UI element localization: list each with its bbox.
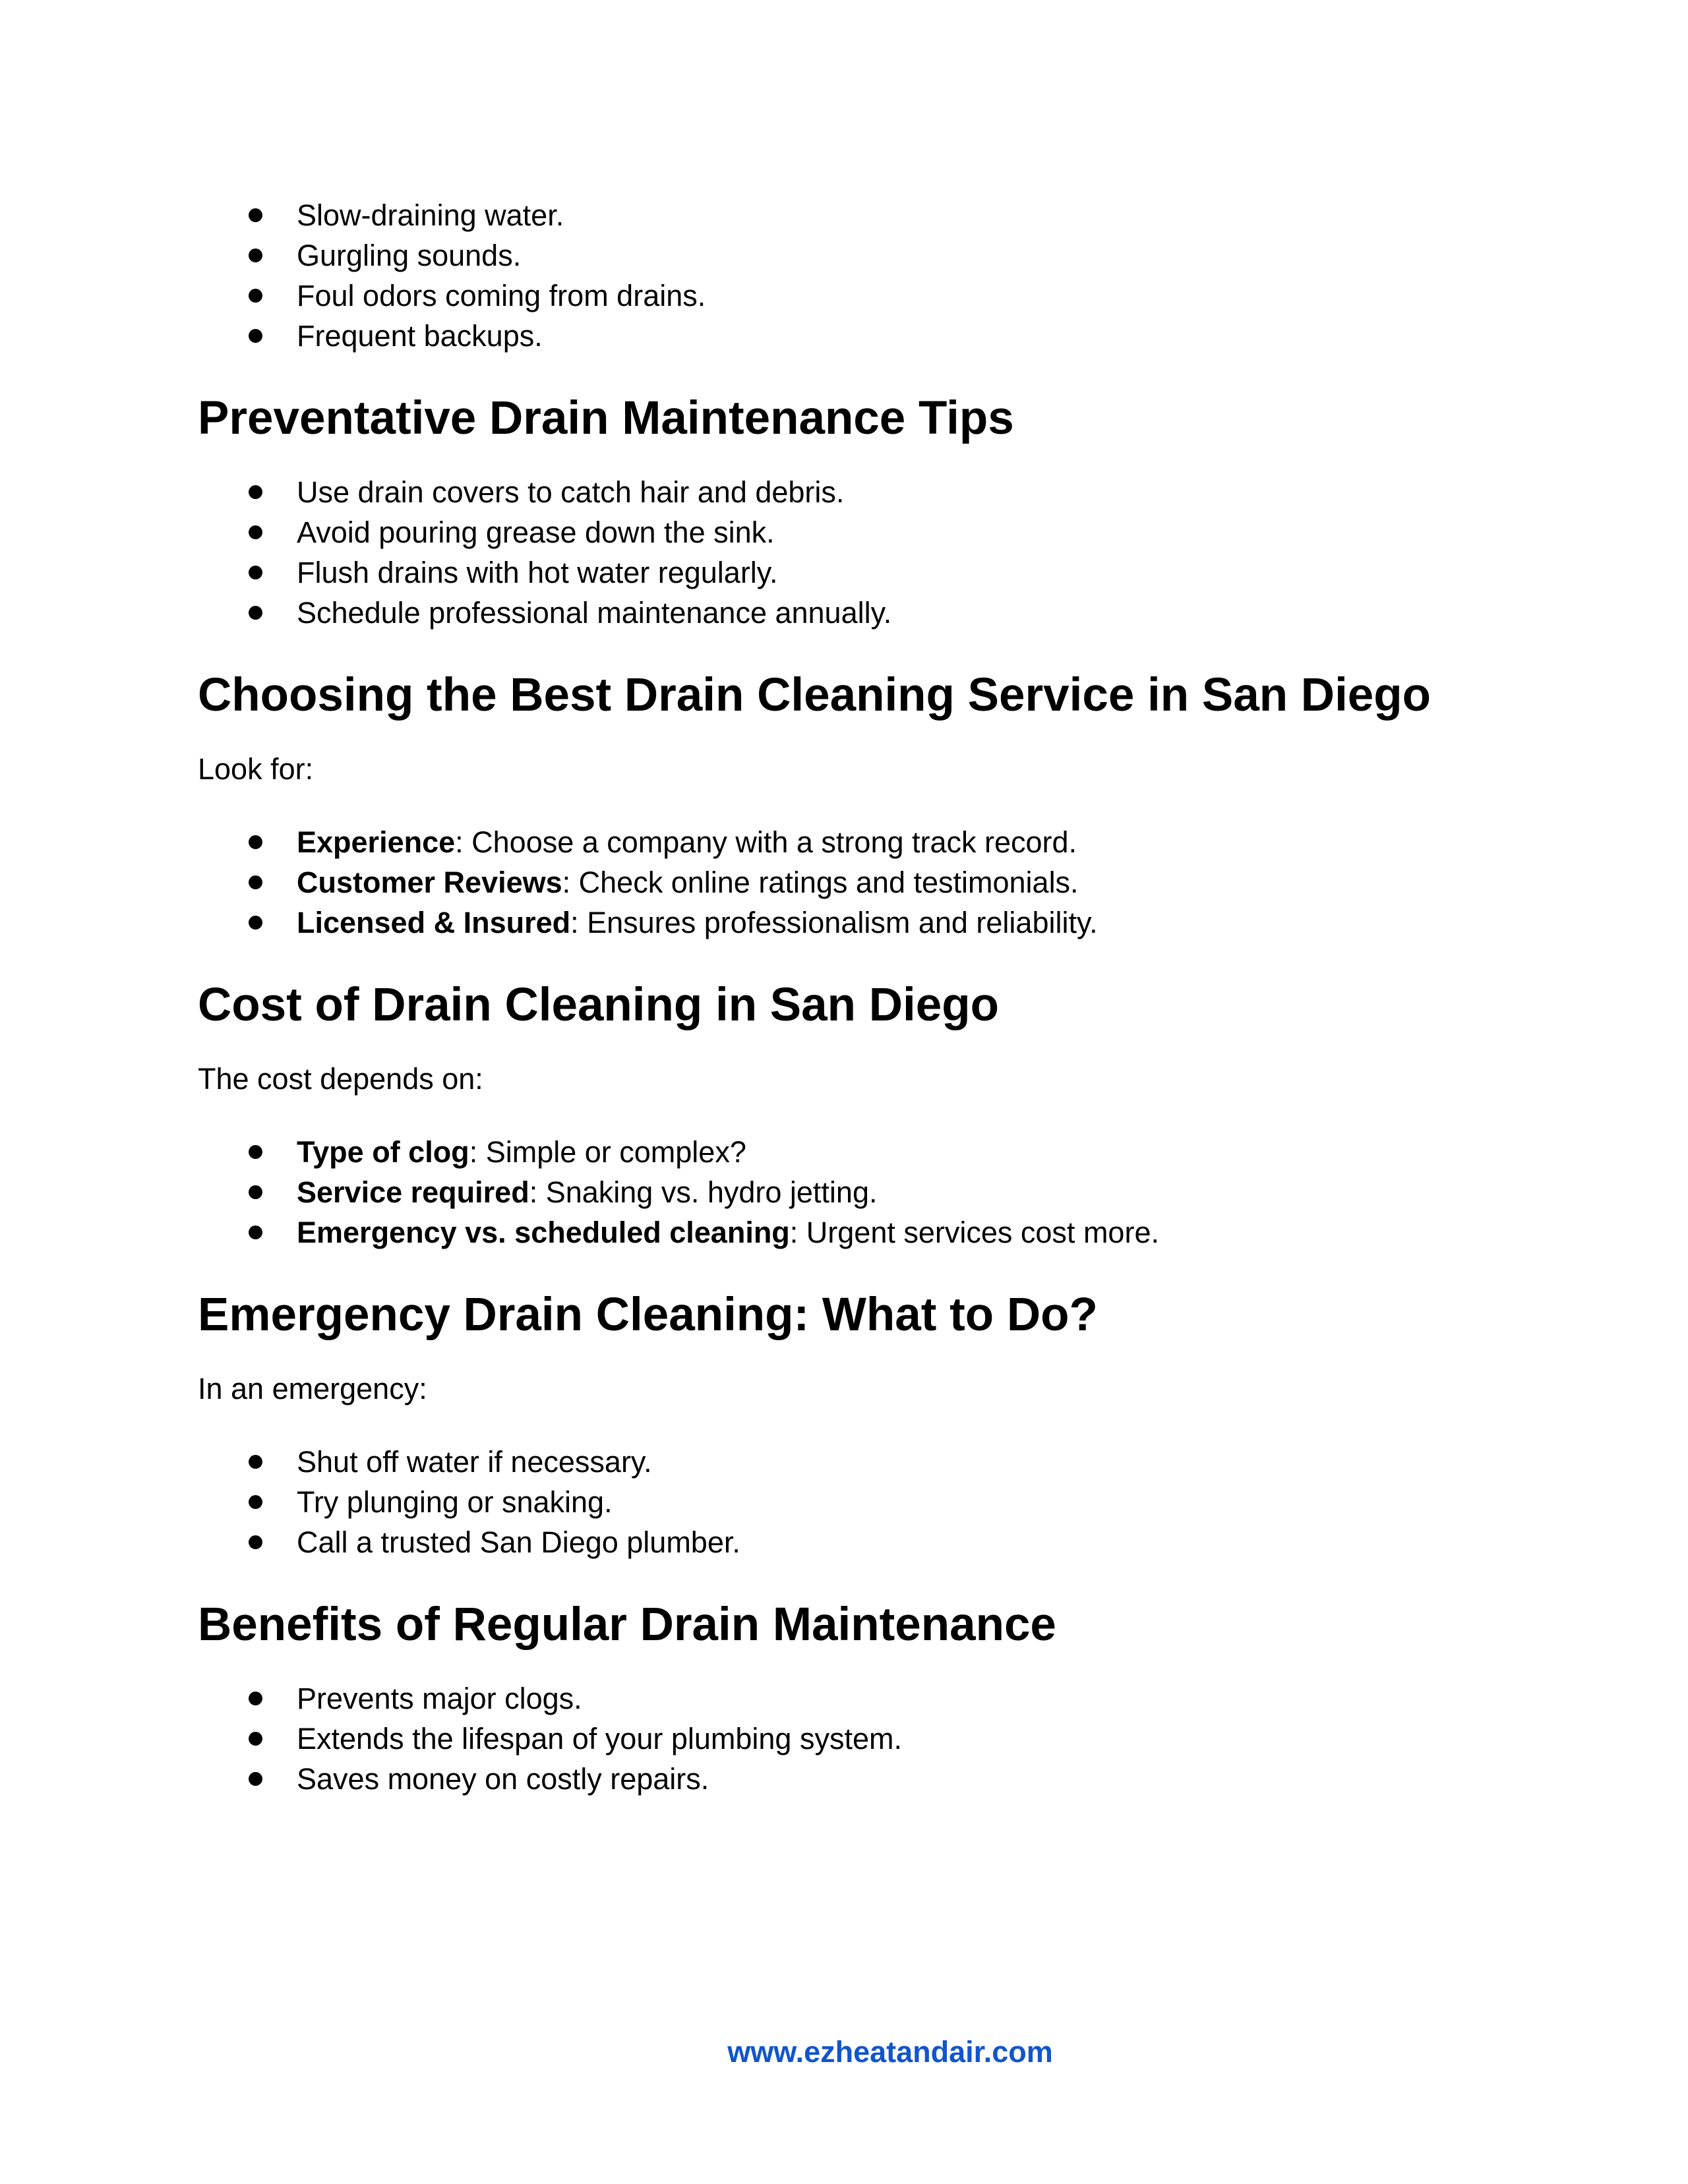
list-item-term: Emergency vs. scheduled cleaning <box>297 1216 790 1249</box>
list-item-term: Experience <box>297 825 456 859</box>
heading-benefits: Benefits of Regular Drain Maintenance <box>198 1599 1056 1651</box>
list-item <box>198 1678 1517 1719</box>
heading-choosing-service: Choosing the Best Drain Cleaning Service in San Diego <box>198 669 1432 721</box>
bullet-icon <box>249 289 262 303</box>
list-item-desc: : Ensures professionalism and reliability. <box>570 906 1098 939</box>
list-item-text: Gurgling sounds. <box>297 239 522 272</box>
list-item-desc: : Snaking vs. hydro jetting. <box>529 1175 878 1209</box>
list-item-term: Service required <box>297 1175 529 1209</box>
bullet-icon <box>249 875 262 889</box>
cost-factors-list <box>198 1132 1517 1253</box>
list-item <box>198 1719 1517 1759</box>
bullet-icon <box>249 1495 262 1509</box>
bullet-icon <box>249 1455 262 1469</box>
list-item <box>198 1212 1517 1253</box>
list-item <box>198 1482 1517 1522</box>
list-item <box>198 316 1517 356</box>
benefits-list <box>198 1678 1517 1799</box>
list-item <box>198 512 1517 552</box>
list-item <box>198 1522 1517 1562</box>
bullet-icon <box>249 1772 262 1786</box>
footer <box>0 2034 1688 2071</box>
list-item-desc: : Choose a company with a strong track record. <box>455 825 1077 859</box>
bullet-icon <box>249 208 262 222</box>
choosing-lead-text: Look for: <box>198 752 314 786</box>
list-item-text: Saves money on costly repairs. <box>297 1762 709 1796</box>
heading-cost: Cost of Drain Cleaning in San Diego <box>198 979 999 1031</box>
list-item <box>198 822 1517 862</box>
list-item <box>198 235 1517 276</box>
list-item-term: Customer Reviews <box>297 866 562 899</box>
list-item <box>198 1442 1517 1482</box>
bullet-icon <box>249 835 262 849</box>
bullet-icon <box>249 1692 262 1705</box>
bullet-icon <box>249 525 262 539</box>
list-item <box>198 552 1517 593</box>
list-item-text: Use drain covers to catch hair and debris. <box>297 475 845 509</box>
list-item-text: Flush drains with hot water regularly. <box>297 556 778 589</box>
list-item <box>198 276 1517 316</box>
bullet-icon <box>249 1535 262 1549</box>
list-item-text: Prevents major clogs. <box>297 1682 582 1715</box>
list-item <box>198 593 1517 633</box>
bullet-icon <box>249 916 262 930</box>
bullet-icon <box>249 485 262 499</box>
symptoms-list <box>198 195 1517 356</box>
list-item-text: Avoid pouring grease down the sink. <box>297 516 775 549</box>
bullet-icon <box>249 1225 262 1239</box>
list-item <box>198 1132 1517 1172</box>
document-content <box>198 195 1517 1799</box>
emergency-steps-list <box>198 1442 1517 1562</box>
list-item-text: Try plunging or snaking. <box>297 1485 613 1519</box>
cost-lead-text: The cost depends on: <box>198 1062 483 1096</box>
list-item <box>198 1759 1517 1799</box>
list-item-text: Frequent backups. <box>297 319 543 353</box>
list-item-desc: : Urgent services cost more. <box>789 1216 1159 1249</box>
list-item <box>198 1172 1517 1212</box>
bullet-icon <box>249 249 262 262</box>
list-item-term: Type of clog <box>297 1135 469 1169</box>
list-item-desc: : Check online ratings and testimonials. <box>562 866 1079 899</box>
bullet-icon <box>249 329 262 343</box>
list-item-text: Foul odors coming from drains. <box>297 279 706 312</box>
heading-emergency: Emergency Drain Cleaning: What to Do? <box>198 1289 1098 1341</box>
list-item <box>198 862 1517 902</box>
list-item <box>198 472 1517 512</box>
bullet-icon <box>249 1145 262 1159</box>
list-item-text: Shut off water if necessary. <box>297 1445 652 1479</box>
maintenance-tips-list <box>198 472 1517 633</box>
bullet-icon <box>249 1185 262 1199</box>
bullet-icon <box>249 566 262 579</box>
choosing-criteria-list <box>198 822 1517 943</box>
list-item-text: Extends the lifespan of your plumbing system. <box>297 1722 902 1756</box>
list-item <box>198 902 1517 943</box>
list-item-text: Slow-draining water. <box>297 198 564 232</box>
list-item-text: Schedule professional maintenance annually. <box>297 596 892 630</box>
list-item-desc: : Simple or complex? <box>469 1135 746 1169</box>
bullet-icon <box>249 1732 262 1746</box>
list-item <box>198 195 1517 235</box>
list-item-term: Licensed & Insured <box>297 906 571 939</box>
bullet-icon <box>249 606 262 620</box>
heading-preventative-maintenance: Preventative Drain Maintenance Tips <box>198 392 1014 444</box>
emergency-lead-text: In an emergency: <box>198 1372 427 1405</box>
list-item-text: Call a trusted San Diego plumber. <box>297 1525 740 1559</box>
website-link[interactable]: www.ezheatandair.com <box>727 2035 1053 2069</box>
